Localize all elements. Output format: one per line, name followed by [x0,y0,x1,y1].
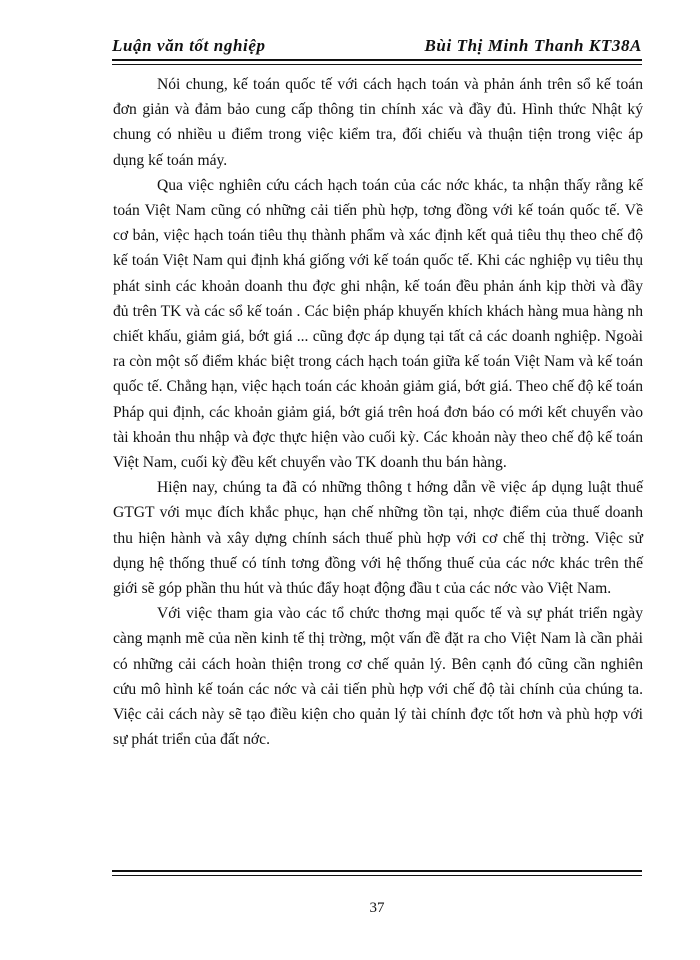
paragraph: Qua việc nghiên cứu cách hạch toán của các nớc khác, ta nhận thấy rằng kế toán Việt Nam cũng có những cải tiến phù hợp, tơng đồng với kế toán quốc tế. Về cơ bản, việc hạch toán tiêu thụ thành phẩm và xác định kết quả tiêu thụ theo chế độ kế toán Việt Nam qui định khá giống với kế toán quốc tế. Khi các nghiệp vụ tiêu thụ phát sinh các khoản doanh thu đợc ghi nhận, kế toán đều phản ánh kịp thời và đầy đủ trên TK và các sổ kế toán . Các biện pháp khuyến khích khách hàng mua hàng nh chiết khấu, giảm giá, bớt giá ... cũng đợc áp dụng tại tất cả các doanh nghiệp. Ngoài ra còn một số điểm khác biệt trong cách hạch toán giữa kế toán Việt Nam và kế toán quốc tế. Chẳng hạn, việc hạch toán các khoản giảm giá, bớt giá. Theo chế độ kế toán Pháp qui định, các khoản giảm giá, bớt giá trên hoá đơn báo có mới kết chuyển vào tài khoản thu nhập và đợc thực hiện vào cuối kỳ. Các khoản này theo chế độ kế toán Việt Nam, cuối kỳ đều kết chuyển vào TK doanh thu bán hàng. [113,176,643,472]
page-footer [112,870,642,930]
footer-rule [112,870,642,876]
body-text [113,72,643,752]
header-author: Bùi Thị Minh Thanh KT38A [424,36,642,55]
paragraph: Hiện nay, chúng ta đã có những thông t hớng dẫn về việc áp dụng luật thuế GTGT với mục đích khắc phục, hạn chế những tồn tại, nhợc điểm của thuế doanh thu hiện hành và xây dựng chính sách thuế phù hợp với cơ chế thị trờng. Việc sử dụng hệ thống thuế có tính tơng đồng với hệ thống thuế của các nớc khác trên thế giới sẽ góp phần thu hút và thúc đẩy hoạt động đầu t của các nớc vào Việt Nam. [113,479,643,598]
paragraph: Với việc tham gia vào các tổ chức thơng mại quốc tế và sự phát triển ngày càng mạnh mẽ của nền kinh tế thị trờng, một vấn đề đặt ra cho Việt Nam là cần phải có những cải cách hoàn thiện trong cơ chế quản lý. Bên cạnh đó cũng cần nghiên cứu mô hình kế toán các nớc và cải tiến phù hợp với chế độ tài chính của chúng ta. Việc cải cách này sẽ tạo điều kiện cho quản lý tài chính đợc tốt hơn và phù hợp với sự phát triển của đất nớc. [113,605,643,749]
paragraph: Nói chung, kế toán quốc tế với cách hạch toán và phản ánh trên sổ kế toán đơn giản và đảm bảo cung cấp thông tin chính xác và đầy đủ. Hình thức Nhật ký chung có nhiều u điểm trong việc kiểm tra, đối chiếu và thuận tiện trong việc áp dụng kế toán máy. [113,76,643,169]
page-header [112,36,642,66]
page-number: 37 [369,900,385,916]
header-thesis-title: Luận văn tốt nghiệp [112,36,266,55]
header-rule [112,59,642,65]
